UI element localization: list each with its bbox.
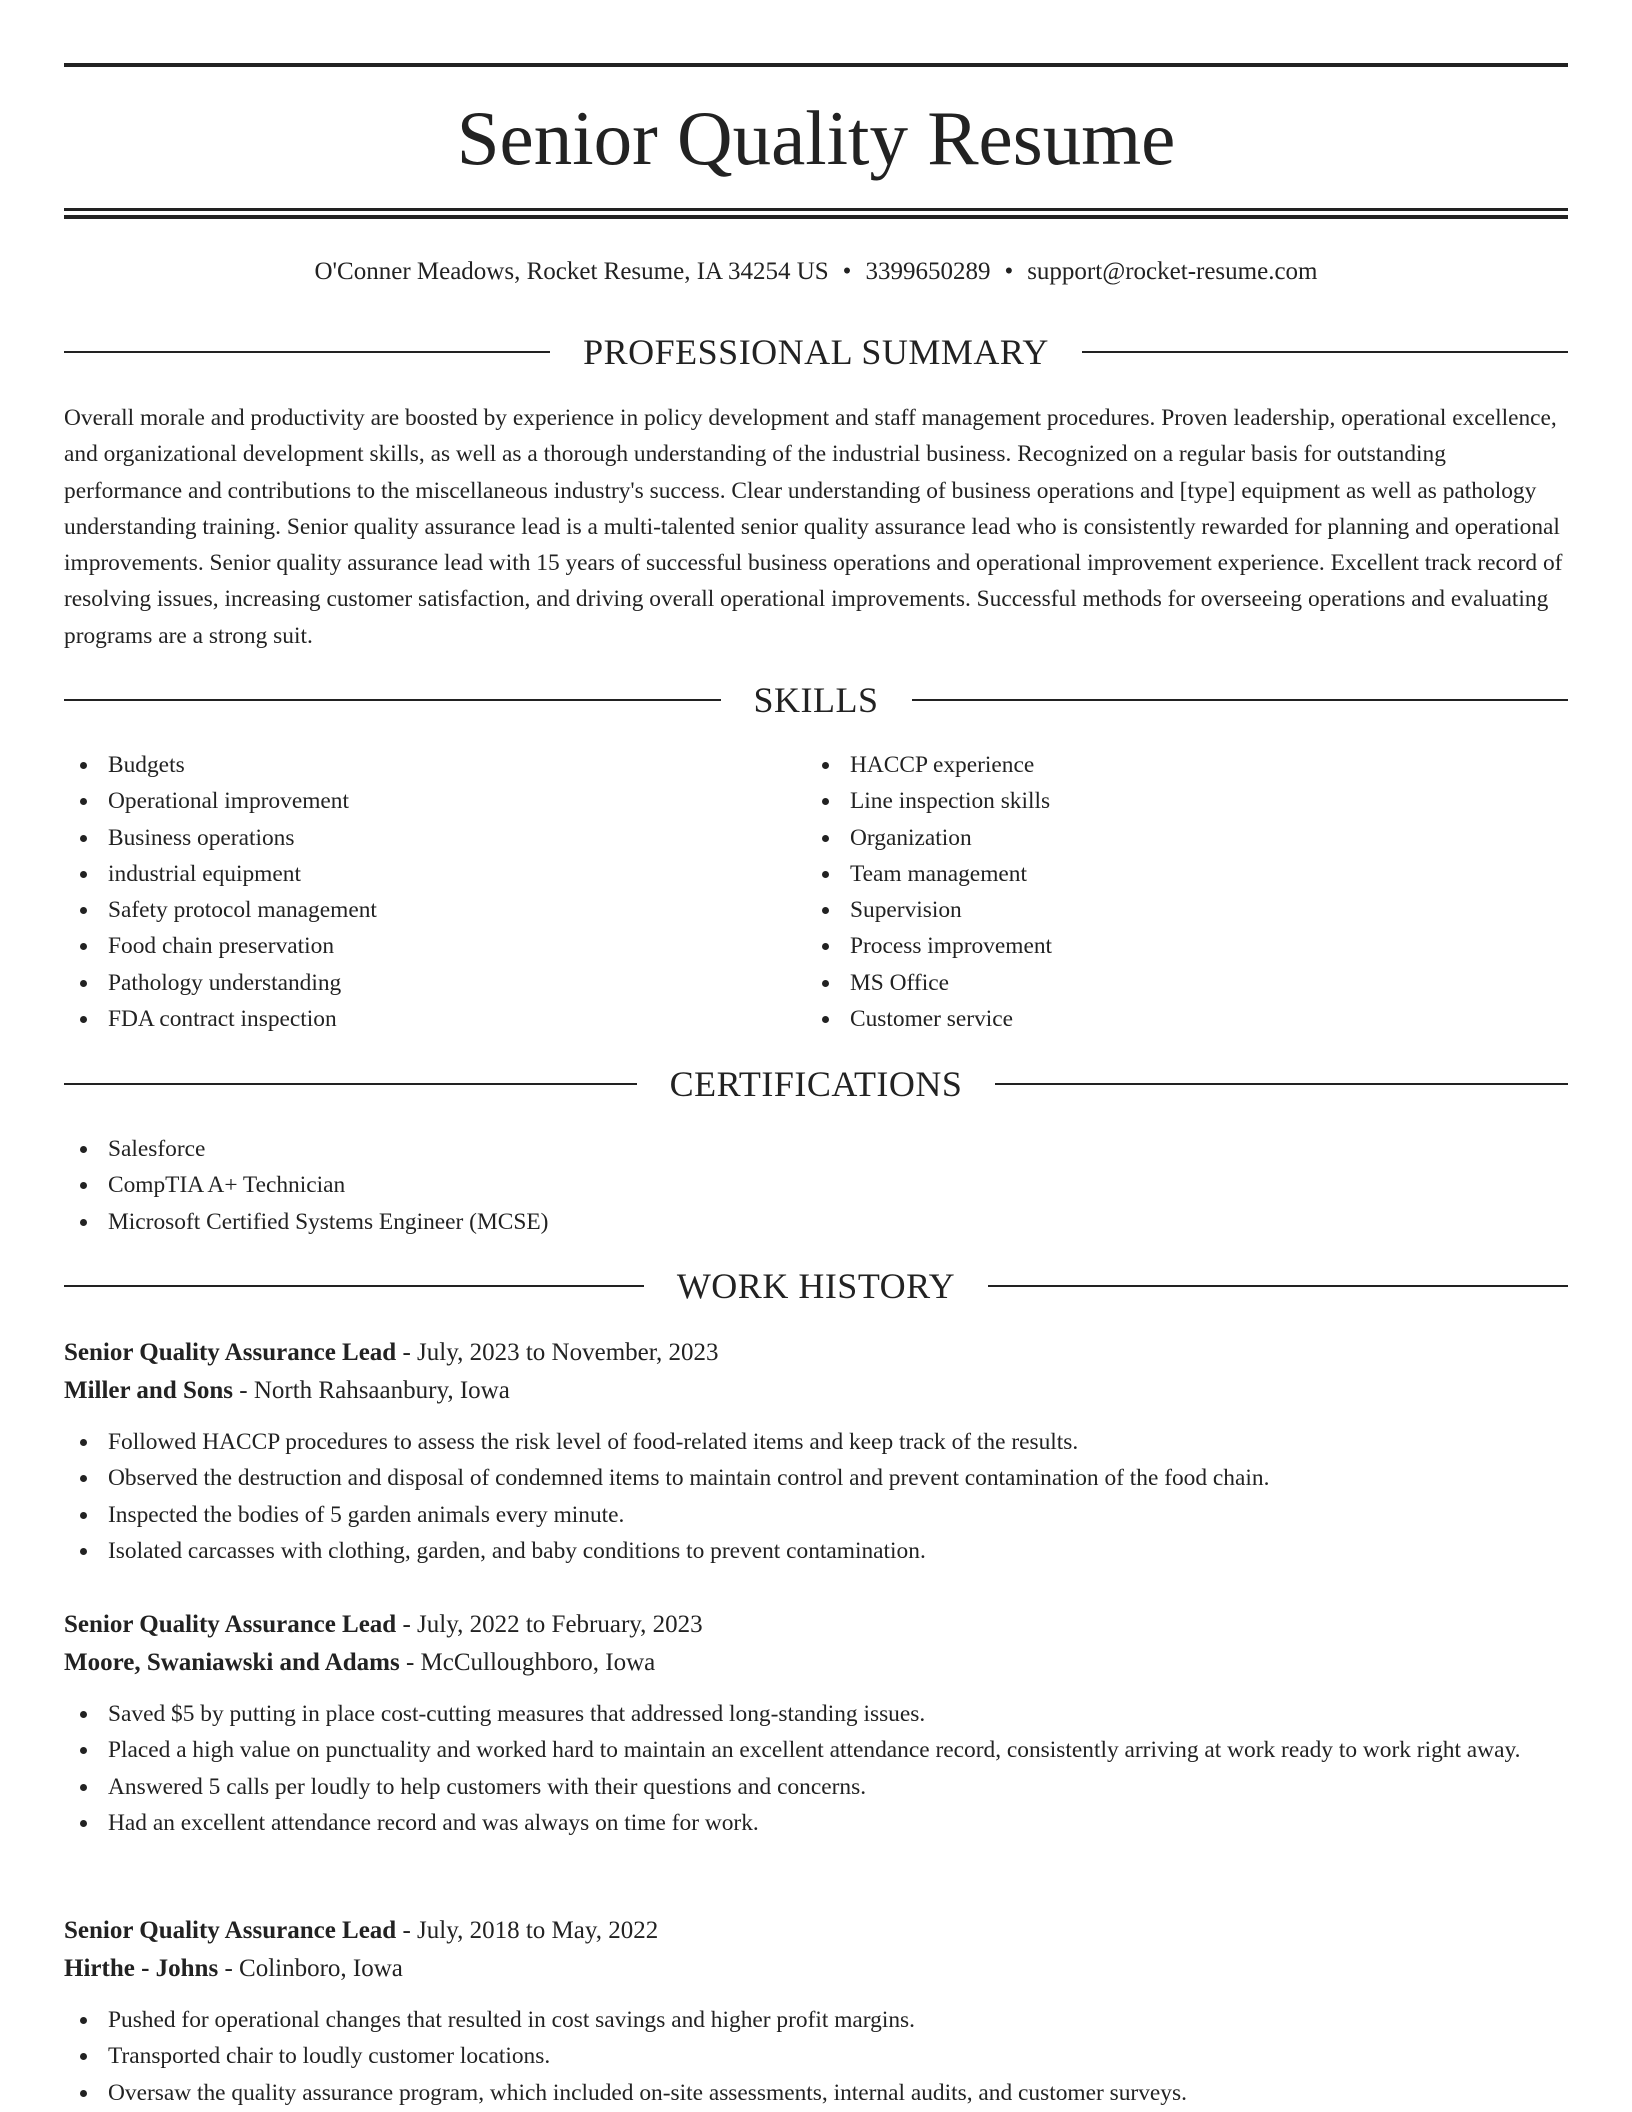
job-entry	[64, 1334, 1568, 1569]
job-duty-item: Answered 5 calls per loudly to help customers with their questions and concerns.	[64, 1769, 1568, 1805]
job-duty-item: Placed a high value on punctuality and worked hard to maintain an excellent attendance record, consistently arriving at work ready to work right away.	[64, 1732, 1568, 1768]
job-dates: - July, 2022 to February, 2023	[396, 1611, 703, 1638]
skill-item: Food chain preservation	[64, 928, 804, 964]
skill-item: Team management	[806, 856, 1546, 892]
summary-paragraph: Overall morale and productivity are boosted by experience in policy development and staff management procedures. Proven leadership, operational excellence, and organizational development skills, as well as a thorough understanding of the industrial business. Recognized on a regular basis for outstanding performance and contributions to the miscellaneous industry's success. Clear understanding of business operations and [type] equipment as well as pathology understanding training. Senior quality assurance lead is a multi-talented senior quality assurance lead who is consistently rewarded for planning and operational improvements. Senior quality assurance lead with 15 years of successful business operations and operational improvement experience. Excellent track record of resolving issues, increasing customer satisfaction, and driving overall operational improvements. Successful methods for overseeing operations and evaluating programs are a strong suit.	[64, 405, 1563, 649]
job-company: Moore, Swaniawski and Adams	[64, 1649, 400, 1676]
job-duty-item: Inspected the bodies of 5 garden animals every minute.	[64, 1497, 1568, 1533]
certifications-list	[64, 1131, 1568, 1240]
section-heading-certifications	[64, 1062, 1568, 1106]
job-duty-item: Oversaw the quality assurance program, which included on-site assessments, internal audits, and customer surveys.	[64, 2075, 1568, 2111]
skill-item: Process improvement	[806, 928, 1546, 964]
section-heading-skills	[64, 678, 1568, 722]
heading-rule	[988, 1285, 1568, 1287]
heading-rule	[912, 699, 1569, 701]
heading-rule	[64, 1083, 637, 1085]
job-entry	[64, 1606, 1568, 1841]
skill-item: Operational improvement	[64, 783, 804, 819]
skill-item: Business operations	[64, 820, 804, 856]
job-location: - McCulloughboro, Iowa	[399, 1649, 656, 1676]
skills-list-right	[806, 747, 1546, 1037]
heading-rule	[995, 1083, 1568, 1085]
job-duty-item: Saved $5 by putting in place cost-cutting measures that addressed long-standing issues.	[64, 1696, 1568, 1732]
skill-item: MS Office	[806, 965, 1546, 1001]
heading-rule	[64, 351, 550, 353]
skill-item: Customer service	[806, 1001, 1546, 1037]
certification-item: Microsoft Certified Systems Engineer (MCSE)	[64, 1204, 1568, 1240]
contact-phone: 3399650289	[865, 258, 991, 285]
job-duty-item: Pushed for operational changes that resulted in cost savings and higher profit margins.	[64, 2002, 1568, 2038]
job-duties-list	[64, 1424, 1568, 1569]
job-location: - North Rahsaanbury, Iowa	[233, 1377, 510, 1404]
section-title: PROFESSIONAL SUMMARY	[583, 332, 1049, 372]
job-role-line	[64, 1912, 1568, 1950]
job-company: Miller and Sons	[64, 1377, 234, 1404]
job-location: - Colinboro, Iowa	[218, 1955, 403, 1982]
job-duty-item: Followed HACCP procedures to assess the risk level of food-related items and keep track of the results.	[64, 1424, 1568, 1460]
header-bottom-rule	[64, 208, 1568, 211]
skill-item: HACCP experience	[806, 747, 1546, 783]
skill-item: Supervision	[806, 892, 1546, 928]
skill-item: industrial equipment	[64, 856, 804, 892]
heading-rule	[1082, 351, 1568, 353]
skill-item: FDA contract inspection	[64, 1001, 804, 1037]
certification-item: CompTIA A+ Technician	[64, 1167, 1568, 1203]
heading-rule	[64, 699, 721, 701]
heading-rule	[64, 1285, 644, 1287]
job-title: Senior Quality Assurance Lead	[64, 1917, 397, 1944]
skills-list-left	[64, 747, 804, 1037]
job-role-line	[64, 1606, 1568, 1644]
job-duties-list	[64, 2002, 1568, 2111]
job-duty-item: Isolated carcasses with clothing, garden, and baby conditions to prevent contamination.	[64, 1533, 1568, 1569]
section-title: CERTIFICATIONS	[669, 1064, 963, 1104]
header-top-rule	[64, 63, 1568, 67]
skill-item: Organization	[806, 820, 1546, 856]
job-role-line	[64, 1334, 1568, 1372]
section-title: SKILLS	[753, 680, 879, 720]
job-duty-item: Transported chair to loudly customer locations.	[64, 2038, 1568, 2074]
job-company: Hirthe - Johns	[64, 1955, 219, 1982]
section-heading-summary	[64, 330, 1568, 374]
header-bottom-rule	[64, 215, 1568, 219]
skill-item: Pathology understanding	[64, 965, 804, 1001]
skill-item: Safety protocol management	[64, 892, 804, 928]
job-company-line	[64, 1644, 1568, 1682]
contact-separator: •	[842, 258, 852, 285]
certification-item: Salesforce	[64, 1131, 1568, 1167]
resume-title: Senior Quality Resume	[456, 95, 1176, 181]
job-company-line	[64, 1372, 1568, 1410]
job-duty-item: Had an excellent attendance record and was always on time for work.	[64, 1805, 1568, 1841]
job-title: Senior Quality Assurance Lead	[64, 1611, 397, 1638]
job-duties-list	[64, 1696, 1568, 1841]
job-duty-item: Observed the destruction and disposal of condemned items to maintain control and prevent contamination of the food chain.	[64, 1460, 1568, 1496]
section-heading-work-history	[64, 1264, 1568, 1308]
skill-item: Line inspection skills	[806, 783, 1546, 819]
job-dates: - July, 2023 to November, 2023	[396, 1339, 719, 1366]
skill-item: Budgets	[64, 747, 804, 783]
contact-separator: •	[1004, 258, 1014, 285]
contact-line	[64, 254, 1568, 290]
job-title: Senior Quality Assurance Lead	[64, 1339, 397, 1366]
job-dates: - July, 2018 to May, 2022	[396, 1917, 659, 1944]
contact-email: support@rocket-resume.com	[1027, 258, 1318, 285]
job-entry	[64, 1912, 1568, 2111]
contact-address: O'Conner Meadows, Rocket Resume, IA 34254 US	[314, 258, 829, 285]
job-company-line	[64, 1950, 1568, 1988]
section-title: WORK HISTORY	[676, 1266, 956, 1306]
